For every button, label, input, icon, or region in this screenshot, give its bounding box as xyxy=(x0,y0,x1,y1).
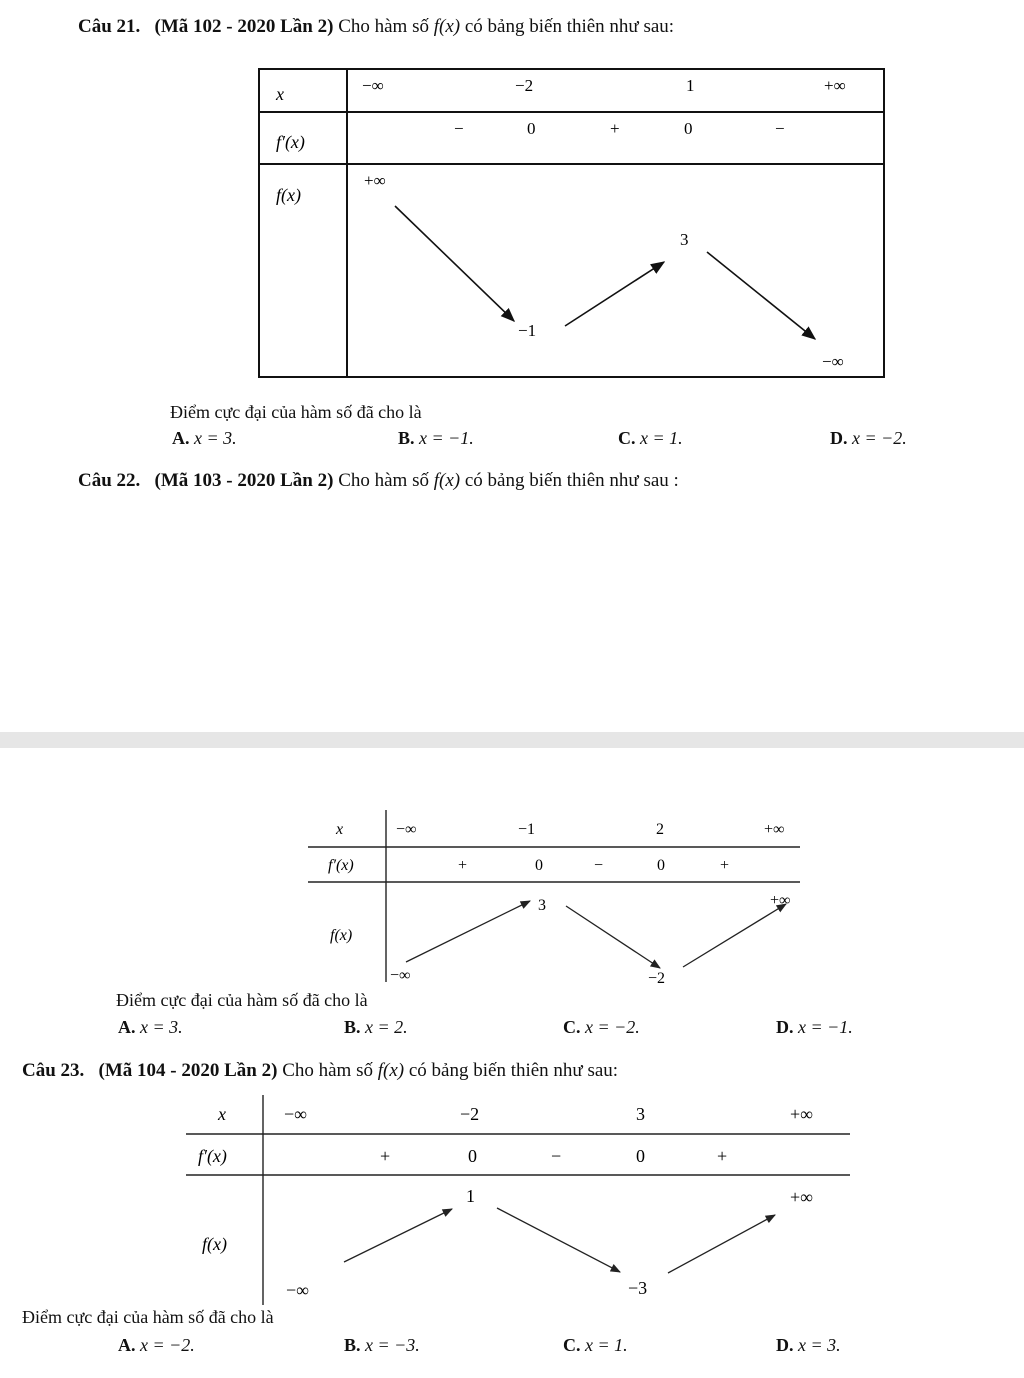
option-text: x = 3. xyxy=(140,1017,183,1037)
q23-arrow-up xyxy=(344,1209,452,1262)
q22-fp-sign: + xyxy=(720,857,730,874)
option-letter: C. xyxy=(563,1017,581,1037)
q21-f-val: −∞ xyxy=(822,352,844,371)
q23-fp-sign: 0 xyxy=(636,1146,645,1166)
option-letter: A. xyxy=(118,1335,136,1355)
option-text: x = −3. xyxy=(365,1335,420,1355)
q22-fp-sign: 0 xyxy=(535,857,543,874)
q22-fp-sign: 0 xyxy=(657,857,665,874)
q22-f-label: f(x) xyxy=(330,927,353,944)
q21-stem-a: Cho hàm số xyxy=(338,16,429,37)
q21-x-val: −2 xyxy=(515,76,534,95)
q22-source: (Mã 103 - 2020 Lần 2) xyxy=(154,470,334,491)
q22-x-val: +∞ xyxy=(764,821,785,838)
option-letter: D. xyxy=(830,428,848,448)
q23-fp-sign: + xyxy=(380,1146,391,1166)
q21-fp-sign: 0 xyxy=(527,119,536,138)
q23-stem-a: Cho hàm số xyxy=(282,1060,373,1081)
q21-fp-label: f′(x) xyxy=(276,132,305,152)
q22-fx: f(x) xyxy=(433,470,461,491)
q22-f-val: −2 xyxy=(648,970,666,987)
option-text: x = 3. xyxy=(194,428,237,448)
q23-f-val: −3 xyxy=(628,1278,648,1298)
option-letter: D. xyxy=(776,1017,794,1037)
option-letter: C. xyxy=(563,1335,581,1355)
option-text: x = 2. xyxy=(365,1017,408,1037)
q21-number: Câu 21. xyxy=(78,16,141,37)
q21-x-label: x xyxy=(276,84,284,104)
q21-f-val: +∞ xyxy=(364,171,386,190)
q22-x-label: x xyxy=(336,821,344,838)
option-letter: D. xyxy=(776,1335,794,1355)
q21-x-val: −∞ xyxy=(362,76,384,95)
q22-fp-label: f′(x) xyxy=(328,857,354,874)
option-letter: B. xyxy=(398,428,415,448)
q23-option-a[interactable] xyxy=(118,1335,195,1356)
q21-fp-sign: 0 xyxy=(684,119,693,138)
q23-fp-label: f′(x) xyxy=(198,1146,227,1166)
q23-option-d[interactable] xyxy=(776,1335,841,1356)
q21-f-val: −1 xyxy=(518,321,537,340)
q23-f-val: 1 xyxy=(466,1186,475,1206)
q23-x-val: +∞ xyxy=(790,1104,813,1124)
q23-source: (Mã 104 - 2020 Lần 2) xyxy=(98,1060,278,1081)
q23-option-c[interactable] xyxy=(563,1335,628,1356)
option-letter: A. xyxy=(118,1017,136,1037)
option-letter: B. xyxy=(344,1017,361,1037)
q23-x-label: x xyxy=(218,1104,226,1124)
option-text: x = −2. xyxy=(585,1017,640,1037)
q22-f-val: −∞ xyxy=(390,967,411,984)
q23-f-val: −∞ xyxy=(286,1280,309,1300)
q21-x-val: 1 xyxy=(686,76,695,95)
q21-fp-sign: − xyxy=(454,119,464,138)
option-text: x = −1. xyxy=(798,1017,853,1037)
q23-fp-sign: 0 xyxy=(468,1146,477,1166)
option-text: x = −1. xyxy=(419,428,474,448)
q22-f-val: +∞ xyxy=(770,892,791,909)
option-text: x = 1. xyxy=(585,1335,628,1355)
q22-x-val: 2 xyxy=(656,821,664,838)
q21-prompt: Điểm cực đại của hàm số đã cho là xyxy=(170,402,422,422)
q21-f-label: f(x) xyxy=(276,185,301,205)
q23-option-b[interactable] xyxy=(344,1335,420,1356)
q23-x-val: 3 xyxy=(636,1104,645,1124)
q21-fx: f(x) xyxy=(433,16,461,37)
q21-fp-sign: − xyxy=(775,119,785,138)
q21-fp-sign: + xyxy=(610,119,620,138)
option-text: x = 3. xyxy=(798,1335,841,1355)
option-text: x = −2. xyxy=(852,428,907,448)
q23-arrow-down xyxy=(497,1208,620,1272)
q21-source: (Mã 102 - 2020 Lần 2) xyxy=(154,16,334,37)
q23-x-val: −2 xyxy=(460,1104,480,1124)
q23-fx: f(x) xyxy=(377,1060,405,1081)
q23-f-label: f(x) xyxy=(202,1234,227,1254)
q23-f-val: +∞ xyxy=(790,1187,813,1207)
q21-f-val: 3 xyxy=(680,230,689,249)
q22-f-val: 3 xyxy=(538,897,546,914)
q22-x-val: −∞ xyxy=(396,821,417,838)
option-text: x = −2. xyxy=(140,1335,195,1355)
q23-fp-sign: − xyxy=(551,1146,562,1166)
q21-stem-b: có bảng biến thiên như sau: xyxy=(464,16,675,37)
q22-fp-sign: − xyxy=(594,857,604,874)
q22-number: Câu 22. xyxy=(78,470,141,491)
q22-x-val: −1 xyxy=(518,821,536,838)
q23-x-val: −∞ xyxy=(284,1104,307,1124)
q22-stem-a: Cho hàm số xyxy=(338,470,429,491)
q23-number: Câu 23. xyxy=(22,1060,85,1081)
q23-fp-sign: + xyxy=(717,1146,728,1166)
q23-prompt: Điểm cực đại của hàm số đã cho là xyxy=(22,1307,274,1327)
q23-stem-b: có bảng biến thiên như sau: xyxy=(408,1060,619,1081)
option-text: x = 1. xyxy=(640,428,683,448)
q22-prompt: Điểm cực đại của hàm số đã cho là xyxy=(116,990,368,1010)
q21-x-val: +∞ xyxy=(824,76,846,95)
option-letter: B. xyxy=(344,1335,361,1355)
option-letter: A. xyxy=(172,428,190,448)
q23-arrow-up xyxy=(668,1215,775,1273)
option-letter: C. xyxy=(618,428,636,448)
q22-stem-b: có bảng biến thiên như sau : xyxy=(464,470,679,491)
q22-fp-sign: + xyxy=(458,857,468,874)
